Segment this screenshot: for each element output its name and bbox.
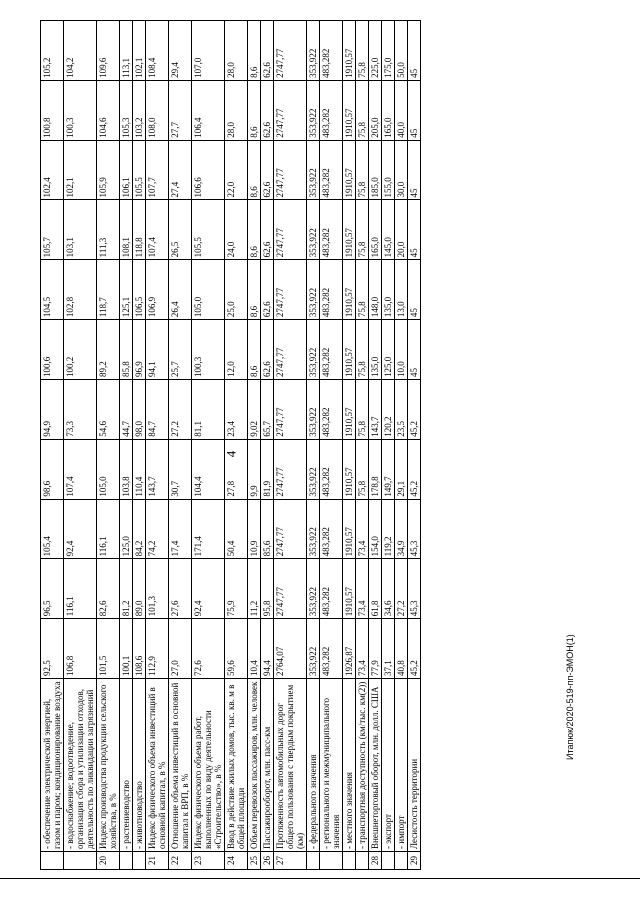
table-row	[307, 21, 320, 870]
value-cell: 45,3	[408, 559, 421, 619]
value-cell: 23,4	[225, 379, 248, 439]
value-cell: 8,6	[248, 320, 261, 380]
value-cell: 155,0	[382, 140, 395, 200]
value-cell: 119,2	[382, 499, 395, 559]
value-cell: 105,9	[97, 140, 120, 200]
value-cell: 72,6	[192, 619, 225, 679]
value-cell: 100,6	[41, 320, 64, 380]
footer-rule	[0, 878, 640, 879]
value-cell: 1910,57	[343, 21, 356, 81]
value-cell: 2747,77	[274, 499, 307, 559]
row-number: 26	[261, 852, 274, 870]
page-number: 4	[223, 450, 239, 458]
value-cell: 98,0	[133, 379, 146, 439]
value-cell: 94,9	[41, 379, 64, 439]
table-row	[97, 21, 120, 870]
value-cell: 353,922	[307, 260, 320, 320]
value-cell: 73,3	[64, 379, 97, 439]
value-cell: 113,1	[120, 21, 133, 81]
value-cell: 353,922	[307, 559, 320, 619]
value-cell: 353,922	[307, 439, 320, 499]
value-cell: 34,6	[382, 559, 395, 619]
value-cell: 45	[408, 260, 421, 320]
value-cell: 75,8	[356, 320, 369, 380]
indicator-label: Протяженность автомобильных дорог общего пользования с твердым покрытием (км)	[274, 679, 307, 852]
value-cell: 483,282	[320, 200, 343, 260]
value-cell: 62,6	[261, 320, 274, 380]
value-cell: 40,8	[395, 619, 408, 679]
value-cell: 100,3	[64, 80, 97, 140]
row-number: 25	[248, 852, 261, 870]
value-cell: 92,4	[192, 559, 225, 619]
value-cell: 62,6	[261, 260, 274, 320]
value-cell: 45	[408, 320, 421, 380]
row-number	[382, 852, 395, 870]
value-cell: 30,0	[395, 140, 408, 200]
value-cell: 108,0	[146, 80, 169, 140]
value-cell: 125,1	[120, 260, 133, 320]
value-cell: 85,8	[120, 320, 133, 380]
value-cell: 185,0	[369, 140, 382, 200]
indicator-label: Внешнеторговый оборот, млн. долл. США	[369, 679, 382, 852]
indicator-label: - обеспечение электрической энергией, газом и паром; кондиционирование воздуха	[41, 679, 64, 852]
value-cell: 112,9	[146, 619, 169, 679]
value-cell: 105,0	[97, 439, 120, 499]
table-row	[133, 21, 146, 870]
value-cell: 125,0	[382, 320, 395, 380]
value-cell: 483,282	[320, 260, 343, 320]
value-cell: 96,9	[133, 320, 146, 380]
value-cell: 106,6	[192, 140, 225, 200]
table-row	[248, 21, 261, 870]
value-cell: 23,5	[395, 379, 408, 439]
value-cell: 1910,57	[343, 320, 356, 380]
value-cell: 27,0	[169, 619, 192, 679]
value-cell: 2747,77	[274, 140, 307, 200]
table-row	[343, 21, 356, 870]
value-cell: 108,1	[120, 200, 133, 260]
row-number: 28	[369, 852, 382, 870]
value-cell: 2747,77	[274, 379, 307, 439]
table-row	[192, 21, 225, 870]
value-cell: 45	[408, 80, 421, 140]
value-cell: 1910,57	[343, 200, 356, 260]
value-cell: 81,2	[120, 559, 133, 619]
value-cell: 62,6	[261, 200, 274, 260]
value-cell: 107,4	[146, 200, 169, 260]
value-cell: 44,7	[120, 379, 133, 439]
value-cell: 2764,07	[274, 619, 307, 679]
value-cell: 116,1	[64, 559, 97, 619]
value-cell: 98,6	[41, 439, 64, 499]
value-cell: 106,9	[146, 260, 169, 320]
value-cell: 27,6	[169, 559, 192, 619]
value-cell: 28,0	[225, 21, 248, 81]
value-cell: 81,9	[261, 439, 274, 499]
table-body	[41, 21, 421, 870]
value-cell: 84,2	[133, 499, 146, 559]
row-number	[120, 852, 133, 870]
table-row	[64, 21, 97, 870]
value-cell: 89,0	[133, 559, 146, 619]
value-cell: 100,8	[41, 80, 64, 140]
table-row	[120, 21, 133, 870]
indicator-label: Индекс физического объема работ, выполненных по виду деятельности «Строительство», в %	[192, 679, 225, 852]
row-number	[320, 852, 343, 870]
row-number: 24	[225, 852, 248, 870]
value-cell: 100,1	[120, 619, 133, 679]
value-cell: 8,6	[248, 260, 261, 320]
value-cell: 29,1	[395, 439, 408, 499]
row-number	[41, 852, 64, 870]
value-cell: 104,5	[41, 260, 64, 320]
value-cell: 12,0	[225, 320, 248, 380]
value-cell: 483,282	[320, 499, 343, 559]
value-cell: 107,4	[64, 439, 97, 499]
value-cell: 65,7	[261, 379, 274, 439]
value-cell: 143,7	[146, 439, 169, 499]
value-cell: 100,3	[192, 320, 225, 380]
value-cell: 26,5	[169, 200, 192, 260]
value-cell: 148,0	[369, 260, 382, 320]
value-cell: 483,282	[320, 619, 343, 679]
value-cell: 54,6	[97, 379, 120, 439]
value-cell: 2747,77	[274, 80, 307, 140]
value-cell: 118,8	[133, 200, 146, 260]
value-cell: 45,2	[408, 439, 421, 499]
table-row	[146, 21, 169, 870]
value-cell: 8,6	[248, 140, 261, 200]
table-row	[169, 21, 192, 870]
value-cell: 37,1	[382, 619, 395, 679]
value-cell: 102,4	[41, 140, 64, 200]
value-cell: 59,6	[225, 619, 248, 679]
value-cell: 165,0	[369, 200, 382, 260]
indicator-label: - растениеводство	[120, 679, 133, 852]
value-cell: 165,0	[382, 80, 395, 140]
rotated-table-container	[40, 20, 560, 870]
value-cell: 1910,57	[343, 559, 356, 619]
value-cell: 92,4	[64, 499, 97, 559]
value-cell: 104,6	[97, 80, 120, 140]
document-stamp: Итапюк/2020-519-пп-ЭМОН(1)	[565, 634, 575, 760]
value-cell: 27,8	[225, 439, 248, 499]
value-cell: 45,2	[408, 379, 421, 439]
value-cell: 106,5	[133, 260, 146, 320]
value-cell: 1910,57	[343, 80, 356, 140]
value-cell: 125,0	[120, 499, 133, 559]
value-cell: 61,8	[369, 559, 382, 619]
value-cell: 135,0	[382, 260, 395, 320]
value-cell: 483,282	[320, 379, 343, 439]
value-cell: 94,1	[146, 320, 169, 380]
value-cell: 205,0	[369, 80, 382, 140]
row-number	[133, 852, 146, 870]
value-cell: 103,1	[64, 200, 97, 260]
value-cell: 11,2	[248, 559, 261, 619]
value-cell: 45	[408, 200, 421, 260]
value-cell: 101,5	[97, 619, 120, 679]
value-cell: 27,2	[395, 559, 408, 619]
value-cell: 8,6	[248, 80, 261, 140]
value-cell: 1910,57	[343, 499, 356, 559]
value-cell: 73,4	[356, 559, 369, 619]
value-cell: 85,6	[261, 499, 274, 559]
value-cell: 92,5	[41, 619, 64, 679]
value-cell: 96,5	[41, 559, 64, 619]
value-cell: 145,0	[382, 200, 395, 260]
value-cell: 75,8	[356, 379, 369, 439]
value-cell: 62,6	[261, 21, 274, 81]
table-row	[41, 21, 64, 870]
value-cell: 149,7	[382, 439, 395, 499]
indicator-label: - федерального значения	[307, 679, 320, 852]
value-cell: 75,8	[356, 140, 369, 200]
value-cell: 30,7	[169, 439, 192, 499]
value-cell: 73,4	[356, 499, 369, 559]
row-number: 20	[97, 852, 120, 870]
value-cell: 108,6	[133, 619, 146, 679]
value-cell: 62,6	[261, 140, 274, 200]
value-cell: 102,1	[133, 21, 146, 81]
indicator-label: - экспорт	[382, 679, 395, 852]
value-cell: 105,7	[41, 200, 64, 260]
value-cell: 25,0	[225, 260, 248, 320]
value-cell: 1910,57	[343, 260, 356, 320]
value-cell: 9,9	[248, 439, 261, 499]
value-cell: 135,0	[369, 320, 382, 380]
value-cell: 106,1	[120, 140, 133, 200]
row-number: 21	[146, 852, 169, 870]
value-cell: 171,4	[192, 499, 225, 559]
table-row	[274, 21, 307, 870]
value-cell: 103,2	[133, 80, 146, 140]
value-cell: 1910,57	[343, 379, 356, 439]
value-cell: 75,8	[356, 80, 369, 140]
indicator-label: - транспортная доступность (км/тыс. км(2))	[356, 679, 369, 852]
value-cell: 175,0	[382, 21, 395, 81]
value-cell: 74,2	[146, 499, 169, 559]
value-cell: 9,02	[248, 379, 261, 439]
indicator-label: - животноводство	[133, 679, 146, 852]
value-cell: 101,3	[146, 559, 169, 619]
value-cell: 483,282	[320, 439, 343, 499]
row-number	[64, 852, 97, 870]
value-cell: 84,7	[146, 379, 169, 439]
table-row	[408, 21, 421, 870]
indicator-label: - местного значения	[343, 679, 356, 852]
value-cell: 2747,77	[274, 200, 307, 260]
value-cell: 118,7	[97, 260, 120, 320]
value-cell: 483,282	[320, 21, 343, 81]
indicator-label: Отношение объема инвестиций в основной капитал к ВРП, в %	[169, 679, 192, 852]
indicator-label: Ввод в действие жилых домов, тыс. кв. м в общей площади	[225, 679, 248, 852]
row-number	[307, 852, 320, 870]
value-cell: 108,4	[146, 21, 169, 81]
value-cell: 10,4	[248, 619, 261, 679]
value-cell: 103,8	[120, 439, 133, 499]
value-cell: 40,0	[395, 80, 408, 140]
value-cell: 353,922	[307, 200, 320, 260]
value-cell: 353,922	[307, 320, 320, 380]
indicators-table	[40, 20, 421, 870]
value-cell: 75,8	[356, 260, 369, 320]
value-cell: 8,6	[248, 200, 261, 260]
table-row	[261, 21, 274, 870]
value-cell: 20,0	[395, 200, 408, 260]
table-row	[320, 21, 343, 870]
value-cell: 2747,77	[274, 559, 307, 619]
value-cell: 1926,87	[343, 619, 356, 679]
table-row	[395, 21, 408, 870]
indicator-label: - водоснабжение; водоотведение, организация сбора и утилизации отходов, деятельность по ликвидации загрязнений	[64, 679, 97, 852]
value-cell: 107,0	[192, 21, 225, 81]
value-cell: 77,9	[369, 619, 382, 679]
value-cell: 483,282	[320, 140, 343, 200]
value-cell: 106,4	[192, 80, 225, 140]
value-cell: 62,6	[261, 80, 274, 140]
value-cell: 353,922	[307, 80, 320, 140]
value-cell: 107,7	[146, 140, 169, 200]
value-cell: 73,4	[356, 619, 369, 679]
indicator-label: - импорт	[395, 679, 408, 852]
value-cell: 8,6	[248, 21, 261, 81]
value-cell: 353,922	[307, 619, 320, 679]
value-cell: 1910,57	[343, 140, 356, 200]
row-number: 27	[274, 852, 307, 870]
value-cell: 105,2	[41, 21, 64, 81]
value-cell: 2747,77	[274, 21, 307, 81]
value-cell: 27,4	[169, 140, 192, 200]
value-cell: 106,8	[64, 619, 97, 679]
row-number: 23	[192, 852, 225, 870]
value-cell: 29,4	[169, 21, 192, 81]
value-cell: 1910,57	[343, 439, 356, 499]
value-cell: 353,922	[307, 499, 320, 559]
value-cell: 105,5	[133, 140, 146, 200]
row-number	[356, 852, 369, 870]
value-cell: 353,922	[307, 140, 320, 200]
value-cell: 17,4	[169, 499, 192, 559]
indicator-label: Пассажирооборот, млн. пасс-км	[261, 679, 274, 852]
value-cell: 95,8	[261, 559, 274, 619]
value-cell: 45,3	[408, 499, 421, 559]
value-cell: 120,2	[382, 379, 395, 439]
value-cell: 102,1	[64, 140, 97, 200]
value-cell: 353,922	[307, 379, 320, 439]
value-cell: 50,4	[225, 499, 248, 559]
indicator-label: Индекс производства продукции сельского хозяйства, в %	[97, 679, 120, 852]
value-cell: 25,7	[169, 320, 192, 380]
value-cell: 26,4	[169, 260, 192, 320]
value-cell: 111,3	[97, 200, 120, 260]
value-cell: 82,6	[97, 559, 120, 619]
value-cell: 483,282	[320, 559, 343, 619]
value-cell: 143,7	[369, 379, 382, 439]
value-cell: 353,922	[307, 21, 320, 81]
row-number	[395, 852, 408, 870]
value-cell: 483,282	[320, 80, 343, 140]
value-cell: 27,7	[169, 80, 192, 140]
row-number: 22	[169, 852, 192, 870]
value-cell: 2747,77	[274, 320, 307, 380]
row-number	[343, 852, 356, 870]
value-cell: 225,0	[369, 21, 382, 81]
value-cell: 45	[408, 21, 421, 81]
value-cell: 109,6	[97, 21, 120, 81]
value-cell: 13,0	[395, 260, 408, 320]
value-cell: 105,4	[41, 499, 64, 559]
value-cell: 105,3	[120, 80, 133, 140]
value-cell: 10,0	[395, 320, 408, 380]
value-cell: 89,2	[97, 320, 120, 380]
value-cell: 75,8	[356, 439, 369, 499]
value-cell: 2747,77	[274, 260, 307, 320]
value-cell: 75,8	[356, 200, 369, 260]
indicator-label: Объем перевозок пассажиров, млн. человек	[248, 679, 261, 852]
value-cell: 2747,77	[274, 439, 307, 499]
value-cell: 104,2	[64, 21, 97, 81]
indicator-label: Лесистость территории	[408, 679, 421, 852]
value-cell: 102,8	[64, 260, 97, 320]
row-number: 29	[408, 852, 421, 870]
value-cell: 45	[408, 140, 421, 200]
table-row	[369, 21, 382, 870]
value-cell: 50,0	[395, 21, 408, 81]
value-cell: 105,0	[192, 260, 225, 320]
value-cell: 24,0	[225, 200, 248, 260]
value-cell: 100,2	[64, 320, 97, 380]
value-cell: 94,4	[261, 619, 274, 679]
value-cell: 10,9	[248, 499, 261, 559]
indicator-label: Индекс физического объема инвестиций в основной капитал, в %	[146, 679, 169, 852]
value-cell: 45,2	[408, 619, 421, 679]
value-cell: 110,4	[133, 439, 146, 499]
value-cell: 22,0	[225, 140, 248, 200]
value-cell: 75,8	[356, 21, 369, 81]
table-row	[382, 21, 395, 870]
value-cell: 104,4	[192, 439, 225, 499]
value-cell: 27,2	[169, 379, 192, 439]
value-cell: 178,8	[369, 439, 382, 499]
value-cell: 154,0	[369, 499, 382, 559]
value-cell: 75,9	[225, 559, 248, 619]
table-row	[225, 21, 248, 870]
value-cell: 116,1	[97, 499, 120, 559]
value-cell: 105,5	[192, 200, 225, 260]
table-row	[356, 21, 369, 870]
value-cell: 483,282	[320, 320, 343, 380]
indicator-label: - регионального и межмуниципального значения	[320, 679, 343, 852]
value-cell: 28,0	[225, 80, 248, 140]
value-cell: 34,9	[395, 499, 408, 559]
value-cell: 81,1	[192, 379, 225, 439]
